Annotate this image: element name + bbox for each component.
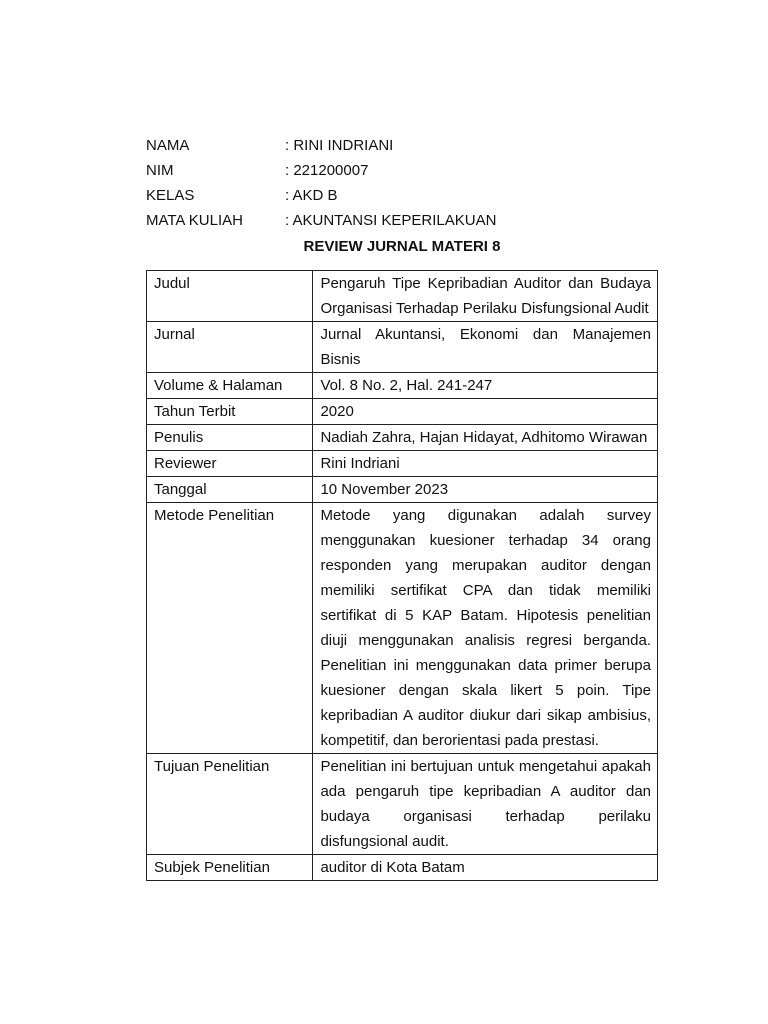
table-row <box>147 425 658 451</box>
row-label: Metode Penelitian <box>147 503 313 754</box>
row-label: Volume & Halaman <box>147 373 313 399</box>
row-label: Tanggal <box>147 477 313 503</box>
table-row <box>147 754 658 855</box>
info-label: NAMA <box>146 137 190 154</box>
row-label: Judul <box>147 271 313 322</box>
row-value: Jurnal Akuntansi, Ekonomi dan Manajemen Bisnis <box>313 322 658 373</box>
info-label: MATA KULIAH <box>146 212 243 229</box>
info-row-kelas <box>146 185 666 210</box>
info-label: KELAS <box>146 187 195 204</box>
info-row-mata-kuliah <box>146 210 666 235</box>
row-value: Rini Indriani <box>313 451 658 477</box>
row-value: Pengaruh Tipe Kepribadian Auditor dan Budaya Organisasi Terhadap Perilaku Disfungsional Audit <box>313 271 658 322</box>
info-row-nim <box>146 160 666 185</box>
row-label: Jurnal <box>147 322 313 373</box>
info-row-nama <box>146 135 666 160</box>
info-value: : AKD B <box>285 187 338 204</box>
row-label: Subjek Penelitian <box>147 855 313 881</box>
table-row <box>147 399 658 425</box>
info-value: : AKUNTANSI KEPERILAKUAN <box>285 212 497 229</box>
table-row <box>147 855 658 881</box>
student-info <box>146 135 666 235</box>
info-value: : 221200007 <box>285 162 369 179</box>
row-value: 2020 <box>313 399 658 425</box>
review-table <box>146 270 658 881</box>
row-label: Reviewer <box>147 451 313 477</box>
table-row <box>147 322 658 373</box>
table-row <box>147 451 658 477</box>
table-row <box>147 477 658 503</box>
row-value: auditor di Kota Batam <box>313 855 658 881</box>
document-title: REVIEW JURNAL MATERI 8 <box>303 238 501 255</box>
row-value: Penelitian ini bertujuan untuk mengetahui apakah ada pengaruh tipe kepribadian A auditor dan budaya organisasi terhadap perilaku disfungsional audit. <box>313 754 658 855</box>
table-row <box>147 503 658 754</box>
table-row <box>147 271 658 322</box>
info-value: : RINI INDRIANI <box>285 137 394 154</box>
row-label: Penulis <box>147 425 313 451</box>
row-value: Metode yang digunakan adalah survey menggunakan kuesioner terhadap 34 orang responden yang merupakan auditor dengan memiliki sertifikat CPA dan tidak memiliki sertifikat di 5 KAP Batam. Hipotesis penelitian diuji menggunakan analisis regresi berganda. Penelitian ini menggunakan data primer berupa kuesioner dengan skala likert 5 poin. Tipe kepribadian A auditor diukur dari sikap ambisius, kompetitif, dan berorientasi pada prestasi. <box>313 503 658 754</box>
row-value: Vol. 8 No. 2, Hal. 241-247 <box>313 373 658 399</box>
row-value: Nadiah Zahra, Hajan Hidayat, Adhitomo Wirawan <box>313 425 658 451</box>
row-value: 10 November 2023 <box>313 477 658 503</box>
row-label: Tujuan Penelitian <box>147 754 313 855</box>
info-label: NIM <box>146 162 174 179</box>
table-row <box>147 373 658 399</box>
row-label: Tahun Terbit <box>147 399 313 425</box>
